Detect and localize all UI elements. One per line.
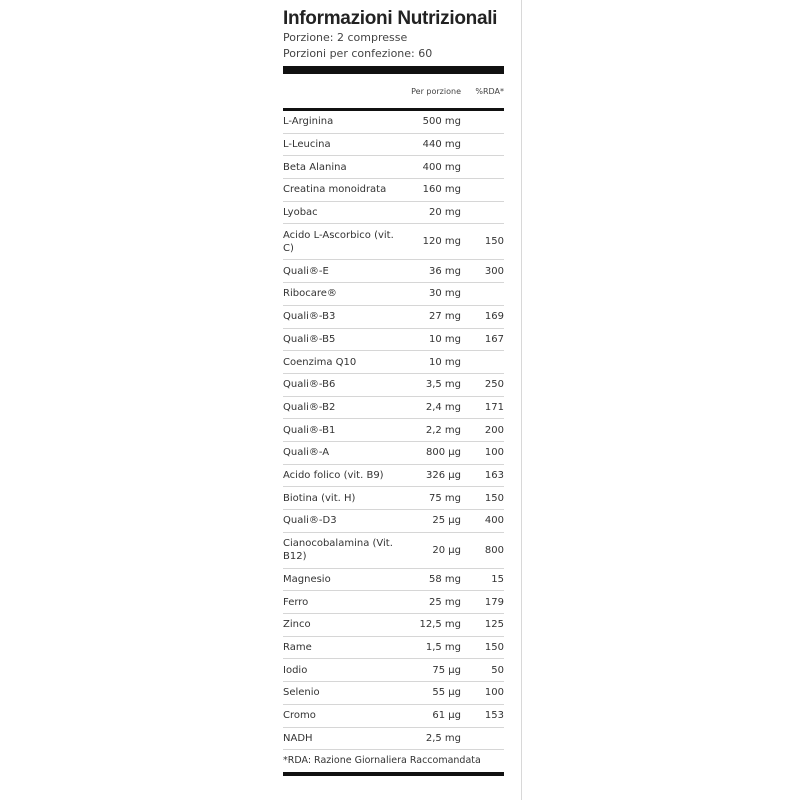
nutrient-name: Iodio [283,664,308,676]
nutrient-rda: 125 [484,619,504,631]
nutrient-name: Quali®-B3 [283,311,336,323]
nutrient-amount: 27 mg [429,311,461,323]
nutrient-rda: 169 [484,311,504,323]
nutrient-amount: 20 µg [432,544,461,556]
servings-per-pack: Porzioni per confezione: 60 [283,47,433,60]
table-header [283,74,504,111]
nutrient-name: Selenio [283,687,320,699]
table-row [283,569,504,592]
nutrient-name: Rame [283,642,312,654]
nutrient-rda: 150 [484,236,504,248]
nutrient-name: Quali®-A [283,447,330,459]
nutrient-name: Zinco [283,619,311,631]
nutrient-amount: 2,2 mg [425,424,461,436]
nutrient-amount: 1,5 mg [425,642,461,654]
table-row [283,510,504,533]
table-row [283,728,504,751]
nutrient-name: Quali®-B2 [283,401,336,413]
bottom-rule [283,772,504,776]
nutrient-amount: 2,4 mg [425,401,461,413]
table-row [283,397,504,420]
nutrition-facts-panel [283,8,504,776]
nutrient-amount: 800 µg [426,447,461,459]
nutrient-name: L-Arginina [283,116,334,128]
nutrient-name: Cianocobalamina (Vit. B12) [283,538,393,563]
nutrient-rda: 800 [484,544,504,556]
nutrient-rda: 50 [491,664,504,676]
table-row [283,591,504,614]
nutrient-name: Coenzima Q10 [283,356,357,368]
nutrient-name: Acido L-Ascorbico (vit. C) [283,229,394,254]
nutrient-name: Quali®-B6 [283,379,336,391]
table-row [283,533,504,569]
nutrient-name: Quali®-D3 [283,515,337,527]
nutrient-name: Cromo [283,710,316,722]
nutrient-amount: 58 mg [429,574,461,586]
panel-title: Informazioni Nutrizionali [283,8,498,29]
serving-size: Porzione: 2 compresse [283,31,408,44]
nutrient-amount: 400 mg [422,161,461,173]
nutrient-amount: 25 mg [429,596,461,608]
header-rda: %RDA* [475,86,504,96]
nutrient-amount: 440 mg [422,139,461,151]
table-row [283,306,504,329]
nutrient-amount: 2,5 mg [425,732,461,744]
nutrient-table [283,111,504,750]
table-row [283,202,504,225]
header-per-serving: Per porzione [411,86,461,96]
table-row [283,224,504,260]
nutrient-rda: 200 [484,424,504,436]
nutrient-rda: 250 [484,379,504,391]
table-row [283,442,504,465]
nutrient-rda: 400 [484,515,504,527]
nutrient-amount: 30 mg [429,288,461,300]
table-row [283,682,504,705]
nutrient-amount: 120 mg [422,236,461,248]
nutrient-rda: 167 [484,333,504,345]
nutrient-amount: 25 µg [432,515,461,527]
nutrient-rda: 100 [484,687,504,699]
nutrient-amount: 10 mg [429,333,461,345]
table-row [283,374,504,397]
table-row [283,465,504,488]
table-row [283,614,504,637]
nutrient-name: Quali®-B5 [283,333,336,345]
nutrient-rda: 171 [484,401,504,413]
nutrient-name: NADH [283,732,313,744]
nutrient-amount: 500 mg [422,116,461,128]
top-rule [283,66,504,74]
nutrient-rda: 153 [484,710,504,722]
table-row [283,260,504,283]
table-row [283,179,504,202]
nutrient-name: Quali®-B1 [283,424,336,436]
nutrient-amount: 12,5 mg [419,619,461,631]
nutrient-amount: 160 mg [422,184,461,196]
table-row [283,111,504,134]
nutrient-amount: 10 mg [429,356,461,368]
table-row [283,156,504,179]
nutrient-amount: 20 mg [429,207,461,219]
rda-footnote: *RDA: Razione Giornaliera Raccomandata [283,755,481,767]
nutrient-name: Ferro [283,596,309,608]
table-row [283,283,504,306]
table-row [283,487,504,510]
nutrient-amount: 55 µg [432,687,461,699]
table-row [283,705,504,728]
nutrient-rda: 300 [484,265,504,277]
nutrient-amount: 75 mg [429,492,461,504]
nutrient-name: Acido folico (vit. B9) [283,469,384,481]
nutrient-name: Creatina monoidrata [283,184,387,196]
table-row [283,134,504,157]
nutrient-name: Quali®-E [283,265,329,277]
nutrient-name: Lyobac [283,207,318,219]
nutrient-name: Magnesio [283,574,331,586]
nutrient-amount: 36 mg [429,265,461,277]
table-row [283,659,504,682]
page-edge-divider [521,0,522,800]
nutrient-name: Ribocare® [283,288,337,300]
table-row [283,351,504,374]
nutrient-name: L-Leucina [283,139,331,151]
nutrient-amount: 326 µg [426,469,461,481]
table-row [283,419,504,442]
table-row [283,637,504,660]
nutrient-name: Beta Alanina [283,161,347,173]
nutrient-rda: 179 [484,596,504,608]
nutrient-amount: 61 µg [432,710,461,722]
table-row [283,329,504,352]
nutrient-rda: 100 [484,447,504,459]
nutrient-rda: 150 [484,642,504,654]
nutrient-rda: 15 [491,574,504,586]
nutrient-rda: 150 [484,492,504,504]
nutrient-name: Biotina (vit. H) [283,492,356,504]
nutrient-amount: 75 µg [432,664,461,676]
nutrient-amount: 3,5 mg [425,379,461,391]
nutrient-rda: 163 [484,469,504,481]
